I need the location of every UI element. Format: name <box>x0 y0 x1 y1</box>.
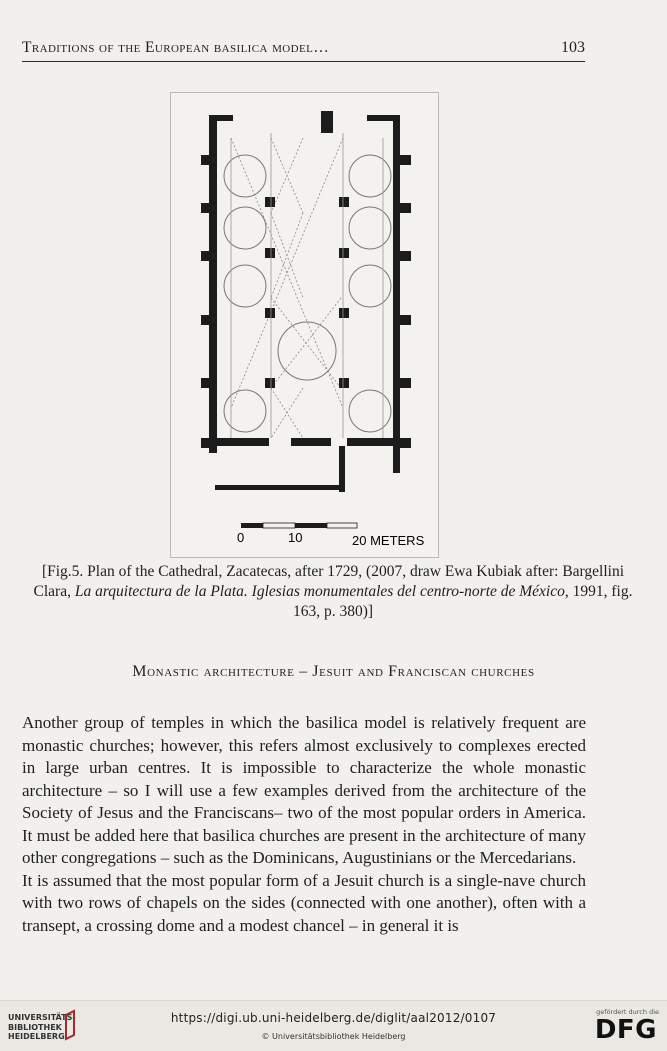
running-title: Traditions of the European basilica model… <box>22 39 330 56</box>
section-heading: Monastic architecture – Jesuit and Franciscan churches <box>132 663 535 680</box>
floor-plan-drawing <box>171 93 438 557</box>
caption-book-title: La arquitectura de la Plata. Iglesias monumentales del centro-norte de México <box>74 583 565 600</box>
dome-circles <box>224 155 391 432</box>
funding-note: gefördert durch die <box>596 1008 659 1016</box>
figure-caption <box>28 562 638 622</box>
scale-label-0: 0 <box>237 530 245 545</box>
scale-bar <box>237 523 425 548</box>
source-url-link[interactable]: https://digi.ub.uni-heidelberg.de/diglit/aal2012/0107 <box>170 1011 497 1025</box>
caption-prefix: [Fig.5. Plan of the Cathedral, Zacatecas, after 1729, (2007, draw Ewa Kubiak after: Bargellini Clara, <box>33 563 625 600</box>
library-logo-text: UNIVERSITÄTS- BIBLIOTHEK HEIDELBERG <box>8 1013 76 1041</box>
dfg-logo: DFG <box>594 1015 657 1045</box>
caption-suffix: , 1991, fig. 163, p. 380)] <box>292 583 633 620</box>
digitization-footer <box>0 1000 667 1051</box>
vault-diagonals <box>231 138 343 438</box>
copyright-notice: © Universitätsbibliothek Heidelberg <box>261 1032 406 1041</box>
page-number: 103 <box>561 39 585 56</box>
body-paragraph-1: Another group of temples in which the basilica model is relatively frequent are monastic churches; however, this refers almost exclusively to complexes erected in large urban centres. It is impossible to characterize the whole monastic architecture – so I will use a few examples derived from the architecture of the Society of Jesus and the Franciscans– two of the most popular orders in America. It must be added here that basilica churches are present in the architecture of many other congregations – such as the Dominicans, Augustinians or the Mercedarians. <box>22 713 586 867</box>
cathedral-floor-plan-figure <box>170 92 439 558</box>
scale-label-10: 10 <box>288 530 303 545</box>
walls-and-piers <box>201 111 411 492</box>
body-paragraph-2: It is assumed that the most popular form of a Jesuit church is a single-nave church with two rows of chapels on the sides (connected with one another), often with a transept, a crossing dome and a modest chancel – in general it is <box>22 870 586 935</box>
scale-label-20-meters: 20 METERS <box>352 533 425 548</box>
body-text <box>22 712 586 937</box>
running-header <box>22 39 585 62</box>
